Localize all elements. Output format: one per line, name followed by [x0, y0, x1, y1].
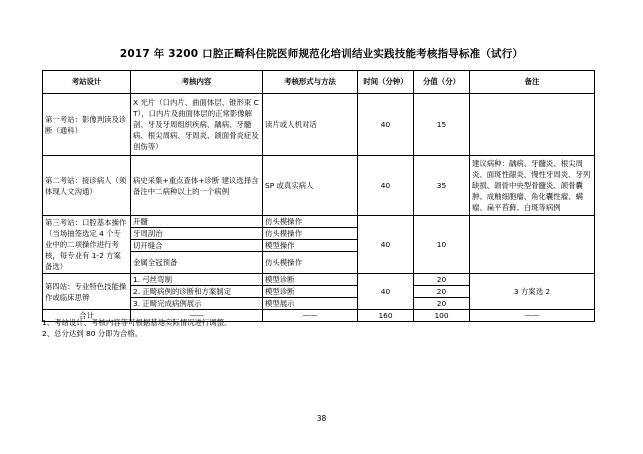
- station-4-item-score: 20: [414, 286, 470, 298]
- station-3-score: 10: [414, 216, 470, 274]
- station-2-form: SP 或真实病人: [263, 156, 358, 216]
- station-4-item-form: 模型诊断: [263, 274, 358, 286]
- header-time: 时间（分钟）: [358, 71, 414, 94]
- station-2-name: 第二考站：接诊病人（须体现人文沟通）: [43, 156, 131, 216]
- station-3-name: 第三考站：口腔基本操作（当场抽签选定 4 个专业中的二项操作进行考核，每专业有 1-2 方案备选）: [43, 216, 131, 274]
- station-4-time: 40: [358, 274, 414, 310]
- station-3-item-content: 金属全冠预备: [131, 252, 263, 274]
- station-4-item-content: 1. 弓丝弯制: [131, 274, 263, 286]
- station-2-time: 40: [358, 156, 414, 216]
- header-station: 考站设计: [43, 71, 131, 94]
- page-title: 2017 年 3200 口腔正畸科住院医师规范化培训结业实践技能考核指导标准（试行）: [119, 48, 524, 60]
- header-content: 考核内容: [131, 71, 263, 94]
- station-3-item-form: 模型操作: [263, 240, 358, 252]
- table-row: [43, 94, 595, 156]
- header-score: 分值（分）: [414, 71, 470, 94]
- station-3-item-form: 仿头模操作: [263, 216, 358, 228]
- station-4-item-score: 20: [414, 274, 470, 286]
- station-1-name: 第一考站：影像判读及诊断（通科）: [43, 94, 131, 156]
- station-4-item-content: 2. 正畸病例的诊断和方案制定: [131, 286, 263, 298]
- station-3-item-content: 开髓: [131, 216, 263, 228]
- table-row: [43, 216, 595, 228]
- station-1-time: 40: [358, 94, 414, 156]
- station-3-item-content: 切开缝合: [131, 240, 263, 252]
- table-row: [43, 156, 595, 216]
- note-2: 2、总分达到 80 分即为合格。: [42, 329, 143, 338]
- header-form: 考核形式与方法: [263, 71, 358, 94]
- total-content: ——: [131, 310, 263, 322]
- total-label: 合计: [43, 310, 131, 322]
- station-4-item-form: 模型诊断: [263, 286, 358, 298]
- station-2-score: 35: [414, 156, 470, 216]
- total-time: 160: [358, 310, 414, 322]
- station-3-time: 40: [358, 216, 414, 274]
- page-number: 38: [316, 414, 327, 423]
- station-1-form: 读片或人机对话: [263, 94, 358, 156]
- total-form: ——: [263, 310, 358, 322]
- assessment-table: [42, 70, 595, 322]
- station-4-item-form: 模型展示: [263, 298, 358, 310]
- station-2-content: 病史采集+重点查体+诊断 建议选择含备注中二病种以上的一个病例: [131, 156, 263, 216]
- station-4-item-content: 3. 正畸完成病例展示: [131, 298, 263, 310]
- header-remark: 备注: [470, 71, 595, 94]
- station-3-item-form: 仿头模操作: [263, 228, 358, 240]
- station-3-item-content: 牙周刮治: [131, 228, 263, 240]
- table-row: [43, 274, 595, 286]
- station-4-item-score: 20: [414, 298, 470, 310]
- station-3-remark: [470, 216, 595, 274]
- total-remark: ——: [470, 310, 595, 322]
- station-1-content: X 光片（口内片、曲面体层、锥形束 CT），口内片及曲面体层的正常影像解剖、牙及牙周组织疾病、龋病、牙髓病、根尖周病、牙周炎、颌面骨炎症及创伤等）: [131, 94, 263, 156]
- header-row: [43, 71, 595, 94]
- note-1: 1、考站设计、考核内容等可根据基地实际情况进行调整。: [42, 318, 232, 327]
- station-1-remark: [470, 94, 595, 156]
- station-4-name: 第四站：专业特色技能操作或临床思辨: [43, 274, 131, 310]
- station-4-remark: 3 方案选 2: [470, 274, 595, 310]
- station-2-remark: 建议病种：龋病、牙髓炎、根尖周炎、面斑性龈炎、慢性牙周炎、牙列缺损、颌骨中央型骨髓炎、颌骨囊肿、成釉细胞瘤、角化囊性瘤、螨瘤、扁平苔藓、白斑等病例: [470, 156, 595, 216]
- station-1-score: 15: [414, 94, 470, 156]
- station-3-item-form: 仿头模操作: [263, 252, 358, 274]
- total-score: 100: [414, 310, 470, 322]
